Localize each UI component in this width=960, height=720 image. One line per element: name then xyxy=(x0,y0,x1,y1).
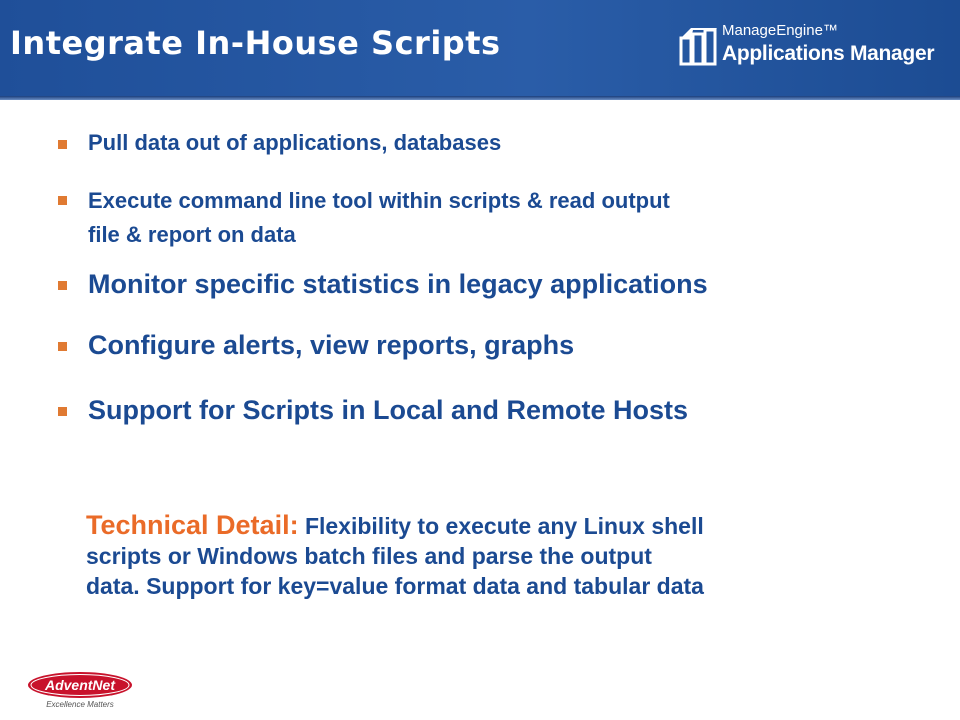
bullet-text: Execute command line tool within scripts & read output xyxy=(88,188,670,213)
bullet-text: Support for Scripts in Local and Remote Hosts xyxy=(88,395,689,425)
technical-detail-text: Flexibility to execute any Linux shell xyxy=(298,513,704,539)
adventnet-logo-tagline: Excellence Matters xyxy=(46,700,114,709)
bullet-text: Configure alerts, view reports, graphs xyxy=(88,330,575,360)
title-bar-divider xyxy=(0,96,960,100)
technical-detail-line xyxy=(86,510,886,541)
technical-detail-line: scripts or Windows batch files and parse the output xyxy=(86,543,652,569)
technical-detail xyxy=(86,510,886,601)
slide-title: Integrate In-House Scripts xyxy=(10,24,501,62)
bullet-text: Monitor specific statistics in legacy applications xyxy=(88,269,708,299)
bullet-square-icon xyxy=(58,407,67,416)
adventnet-logo-name: AdventNet xyxy=(44,677,116,693)
adventnet-logo xyxy=(26,670,134,710)
logo-product-text: Applications Manager xyxy=(722,42,935,65)
manageengine-cube-icon xyxy=(678,24,722,68)
bullet-square-icon xyxy=(58,342,67,351)
technical-detail-line: data. Support for key=value format data and tabular data xyxy=(86,573,704,599)
manageengine-logo xyxy=(678,20,950,76)
bullet-text-continued: file & report on data xyxy=(88,222,296,247)
bullet-square-icon xyxy=(58,196,67,205)
bullet-text: Pull data out of applications, databases xyxy=(88,130,502,155)
bullet-square-icon xyxy=(58,281,67,290)
bullet-square-icon xyxy=(58,140,67,149)
technical-detail-label: Technical Detail: xyxy=(86,510,299,540)
logo-brand-text: ManageEngine™ xyxy=(722,22,838,39)
